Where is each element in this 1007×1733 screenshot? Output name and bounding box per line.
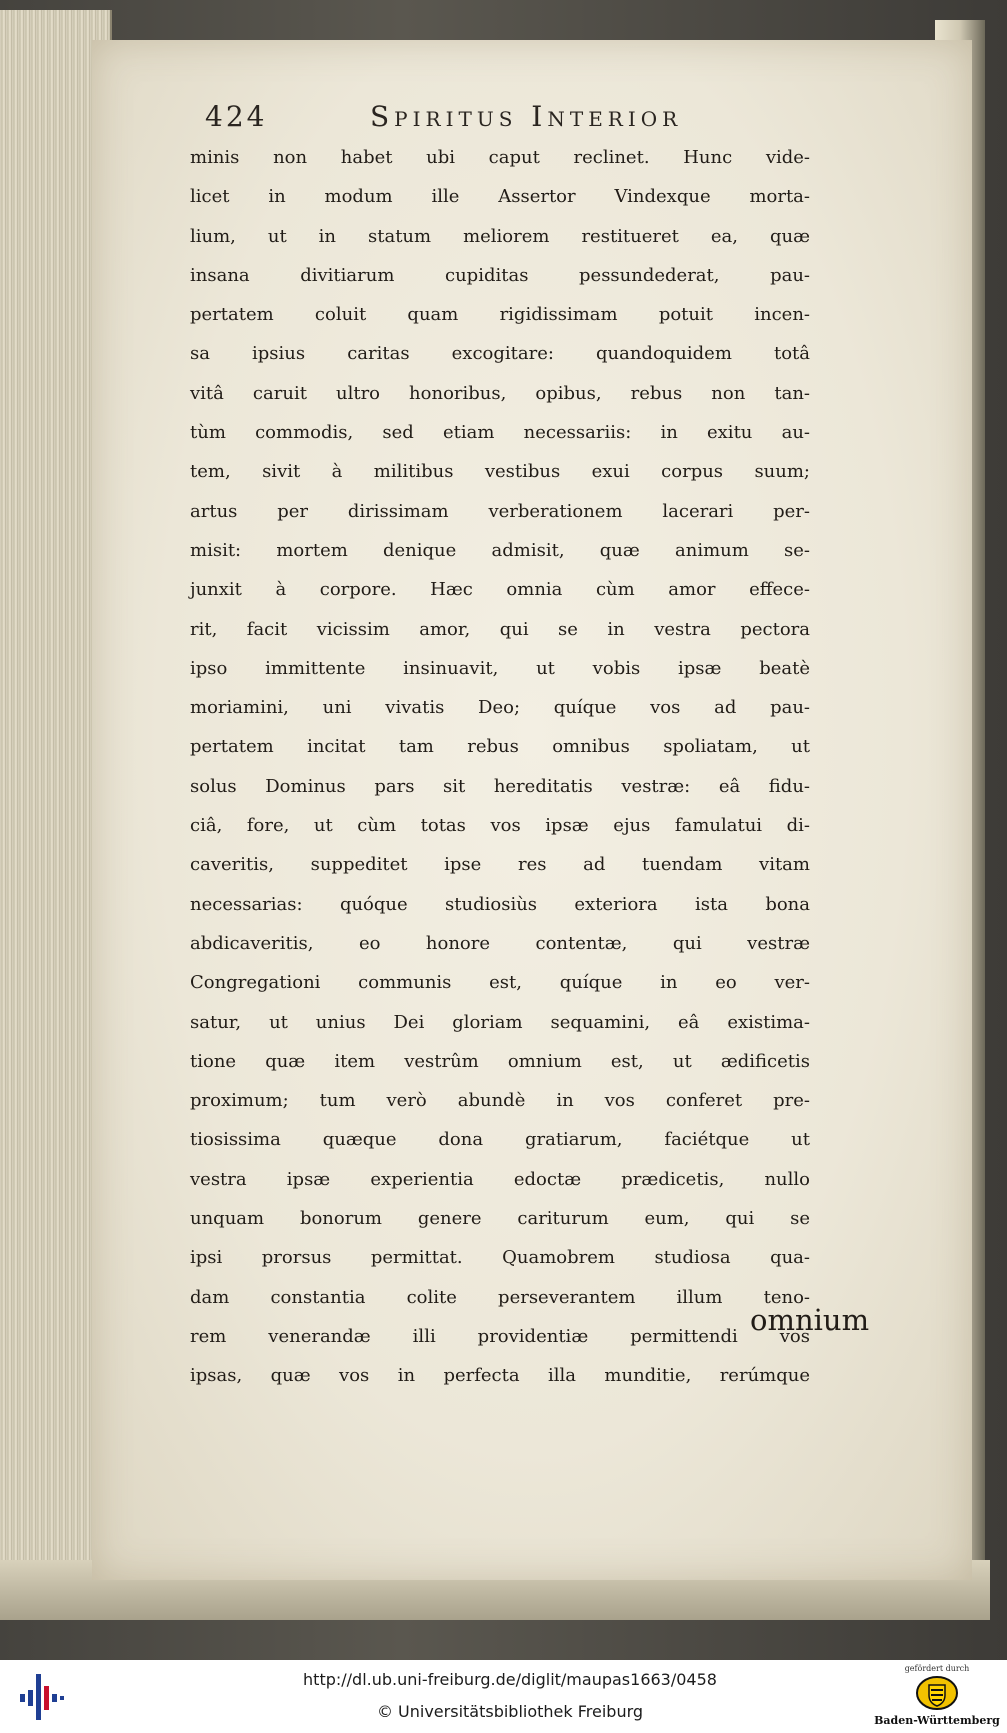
copyright-text: © Universitätsbibliothek Freiburg xyxy=(376,1702,644,1721)
text-line: Congregationi communis est, quíque in eo ver- xyxy=(190,972,810,994)
text-line: insana divitiarum cupiditas pessundederat, pau- xyxy=(190,264,810,286)
text-line: tiosissima quæque dona gratiarum, faciétque ut xyxy=(190,1129,810,1151)
running-head xyxy=(205,100,805,140)
text-line: necessarias: quóque studiosiùs exteriora ista bona xyxy=(190,893,810,915)
funding-name: Baden-Württemberg xyxy=(874,1714,1000,1727)
header-title: Spiritus Interior xyxy=(370,100,683,133)
text-line: abdicaveritis, eo honore contentæ, qui vestræ xyxy=(190,932,810,954)
text-line: tione quæ item vestrûm omnium est, ut ædificetis xyxy=(190,1050,810,1072)
text-line: vestra ipsæ experientia edoctæ prædicetis, nullo xyxy=(190,1168,810,1190)
text-line: solus Dominus pars sit hereditatis vestræ: eâ fidu- xyxy=(190,775,810,797)
funding-label: gefördert durch xyxy=(904,1664,970,1673)
text-line: minis non habet ubi caput reclinet. Hunc vide- xyxy=(190,147,810,168)
text-line: pertatem incitat tam rebus omnibus spoliatam, ut xyxy=(190,736,810,758)
text-line: sa ipsius caritas excogitare: quandoquidem totâ xyxy=(190,343,810,365)
text-line: tem, sivit à militibus vestibus exui corpus suum; xyxy=(190,461,810,483)
text-line: moriamini, uni vivatis Deo; quíque vos ad pau- xyxy=(190,697,810,719)
coat-of-arms-icon xyxy=(915,1676,959,1710)
permalink-url[interactable]: http://dl.ub.uni-freiburg.de/diglit/maupas1663/0458 xyxy=(303,1670,717,1689)
text-line: pertatem coluit quam rigidissimam potuit incen- xyxy=(190,304,810,326)
text-line: artus per dirissimam verberationem lacerari per- xyxy=(190,500,810,522)
library-logo-icon xyxy=(18,1672,66,1724)
text-line: junxit à corpore. Hæc omnia cùm amor effece- xyxy=(190,579,810,601)
text-line: tùm commodis, sed etiam necessariis: in exitu au- xyxy=(190,422,810,444)
text-line: vitâ caruit ultro honoribus, opibus, rebus non tan- xyxy=(190,382,810,404)
text-line: ipso immittente insinuavit, ut vobis ipsæ beatè xyxy=(190,657,810,679)
text-line: dam constantia colite perseverantem illum teno- xyxy=(190,1286,810,1308)
text-block xyxy=(190,138,890,1396)
text-line: rem venerandæ illi providentiæ permittendi vos xyxy=(190,1325,810,1347)
funding-badge xyxy=(872,1664,1002,1730)
viewer-footer xyxy=(0,1660,1007,1733)
text-line: satur, ut unius Dei gloriam sequamini, eâ existima- xyxy=(190,1011,810,1033)
text-line: ipsas, quæ vos in perfecta illa munditie, rerúmque xyxy=(190,1365,810,1387)
text-line: misit: mortem denique admisit, quæ animum se- xyxy=(190,539,810,561)
text-line: unquam bonorum genere cariturum eum, qui se xyxy=(190,1208,810,1230)
catchword: omnium xyxy=(750,1303,870,1337)
text-line: licet in modum ille Assertor Vindexque morta- xyxy=(190,186,810,208)
page-number: 424 xyxy=(205,100,268,133)
text-line: ipsi prorsus permittat. Quamobrem studiosa qua- xyxy=(190,1247,810,1269)
text-line: proximum; tum verò abundè in vos conferet pre- xyxy=(190,1090,810,1112)
text-line: rit, facit vicissim amor, qui se in vestra pectora xyxy=(190,618,810,640)
text-line: caveritis, suppeditet ipse res ad tuendam vitam xyxy=(190,854,810,876)
text-line: lium, ut in statum meliorem restitueret ea, quæ xyxy=(190,225,810,247)
text-line: ciâ, fore, ut cùm totas vos ipsæ ejus famulatui di- xyxy=(190,815,810,837)
